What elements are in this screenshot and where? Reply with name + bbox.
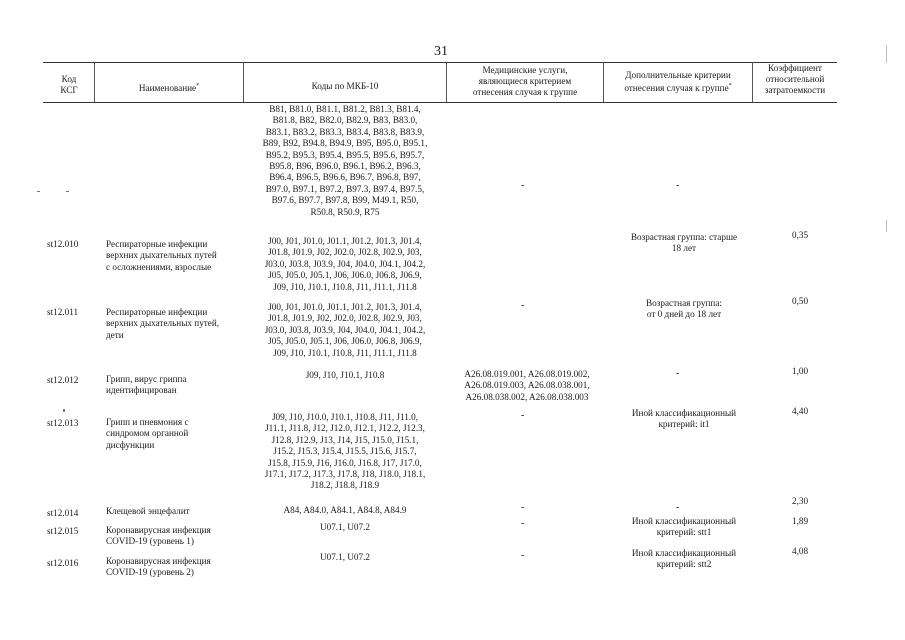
row-extra-dash: - bbox=[676, 502, 680, 513]
page-number: 31 bbox=[434, 44, 448, 59]
row-name: Респираторные инфекции верхних дыхательных путей, дети bbox=[106, 307, 220, 340]
row-icd-codes: J00, J01, J01.0, J01.1, J01.2, J01.3, J01.4, J01.8, J01.9, J02, J02.0, J02.8, J02.9, J03, J03.0, J03.8, J03.9, J04, J04.0, J04.1, J04.2, J05, J05.0, J05.1, J06, J06.0, J06.8, J06.9, J09, J10, J10.1, J10.8, J11, J11.1, J11.8 bbox=[264, 302, 426, 358]
row-icd-codes: J09, J10, J10.1, J10.8 bbox=[305, 370, 385, 380]
footnote-mark: * bbox=[196, 83, 200, 89]
row-name: Клещевой энцефалит bbox=[106, 506, 190, 516]
row-services: A26.08.019.001, A26.08.019.002, A26.08.019.003, A26.08.038.001, A26.08.038.002, A26.08.038.003 bbox=[464, 369, 590, 402]
row-code: st12.012 bbox=[47, 375, 79, 385]
row-icd-codes: J00, J01, J01.0, J01.1, J01.2, J01.3, J01.4, J01.8, J01.9, J02, J02.0, J02.8, J02.9, J03, J03.0, J03.8, J03.9, J04, J04.0, J04.1, J04.2, J05, J05.0, J05.1, J06, J06.0, J06.8, J06.9, J09, J10, J10.1, J10.8, J11, J11.1, J11.8 bbox=[264, 236, 426, 292]
row-services-dash: - bbox=[521, 550, 525, 561]
scan-speck bbox=[66, 191, 69, 192]
row-extra-criteria: Возрастная группа: от 0 дней до 18 лет bbox=[646, 298, 722, 320]
header-icd: Коды по МКБ-10 bbox=[311, 81, 379, 91]
scan-edge-mark bbox=[886, 45, 887, 63]
row-services-dash: - bbox=[521, 518, 525, 529]
continuation-extra-dash: - bbox=[676, 180, 680, 191]
scan-edge-mark bbox=[886, 220, 887, 232]
row-coefficient: 2,30 bbox=[792, 496, 809, 506]
header-code: Код КСГ bbox=[60, 74, 78, 96]
row-icd-codes: U07.1, U07.2 bbox=[319, 552, 371, 562]
row-code: st12.014 bbox=[47, 508, 79, 518]
row-code: st12.013 bbox=[47, 418, 79, 428]
header-name: Наименование* bbox=[138, 83, 200, 94]
row-services-dash: - bbox=[521, 300, 525, 311]
row-icd-codes: U07.1, U07.2 bbox=[319, 522, 371, 532]
row-code: st12.016 bbox=[47, 558, 79, 568]
row-name: Респираторные инфекции верхних дыхательных путей с осложнениями, взрослые bbox=[106, 239, 217, 272]
row-extra-dash: - bbox=[676, 368, 680, 379]
row-name: Коронавирусная инфекция COVID-19 (уровень 2) bbox=[106, 556, 211, 578]
scan-speck bbox=[63, 409, 65, 412]
row-extra-criteria: Возрастная группа: старше 18 лет bbox=[630, 232, 738, 254]
row-coefficient: 0,35 bbox=[792, 230, 809, 240]
row-name: Коронавирусная инфекция COVID-19 (уровень 1) bbox=[106, 525, 211, 547]
row-icd-codes: A84, A84.0, A84.1, A84.8, A84.9 bbox=[283, 505, 407, 515]
header-extra-criteria: Дополнительные критерии отнесения случая к группе* bbox=[624, 70, 732, 94]
row-code: st12.010 bbox=[47, 239, 79, 249]
row-name: Грипп, вирус гриппа идентифицирован bbox=[106, 374, 187, 396]
row-coefficient: 0,50 bbox=[792, 296, 809, 306]
row-coefficient: 1,89 bbox=[792, 516, 809, 526]
scan-speck bbox=[37, 191, 40, 192]
row-name: Грипп и пневмония с синдромом органной дисфункции bbox=[106, 417, 189, 450]
row-coefficient: 4,08 bbox=[792, 546, 809, 556]
header-bottom-rule bbox=[43, 102, 837, 103]
row-icd-codes: J09, J10, J10.0, J10.1, J10.8, J11, J11.0, J11.1, J11.8, J12, J12.0, J12.1, J12.2, J12.3, J12.8, J12.9, J13, J14, J15, J15.0, J15.1, J15.2, J15.3, J15.4, J15.5, J15.6, J15.7, J15.8, J15.9, J16, J16.0, J16.8, J17, J17.0, J17.1, J17.2, J17.3, J17.8, J18, J18.0, J18.1, J18.2, J18.8, J18.9 bbox=[264, 412, 426, 491]
row-extra-criteria: Иной классификационный критерий: stt2 bbox=[631, 548, 737, 570]
row-coefficient: 4,40 bbox=[792, 406, 809, 416]
row-services-dash: - bbox=[521, 502, 525, 513]
header-services: Медицинские услуги, являющиеся критерием отнесения случая к группе bbox=[472, 65, 578, 98]
row-code: st12.011 bbox=[47, 307, 79, 317]
row-code: st12.015 bbox=[47, 526, 79, 536]
row-extra-criteria: Иной классификационный критерий: stt1 bbox=[631, 516, 737, 538]
row-extra-criteria: Иной классификационный критерий: it1 bbox=[631, 408, 737, 430]
continuation-icd-codes: B81, B81.0, B81.1, B81.2, B81.3, B81.4, B81.8, B82, B82.0, B82.9, B83, B83.0, B83.1, B83.2, B83.3, B83.4, B83.8, B83.9, B89, B92, B94.8, B94.9, B95, B95.0, B95.1, B95.2, B95.3, B95.4, B95.5, B95.6, B95.7, B95.8, B96, B96.0, B96.1, B96.2, B96.3, B96.4, B96.5, B96.6, B96.7, B96.8, B97, B97.0, B97.1, B97.2, B97.3, B97.4, B97.5, B97.6, B97.7, B97.8, B99, M49.1, R50, R50.8, R50.9, R75 bbox=[262, 104, 428, 217]
row-coefficient: 1,00 bbox=[792, 366, 809, 376]
row-services-dash: - bbox=[521, 410, 525, 421]
continuation-services-dash: - bbox=[521, 180, 525, 191]
footnote-mark: * bbox=[728, 83, 732, 90]
header-coefficient: Коэффициент относительной затратоемкости bbox=[764, 63, 826, 96]
table-top-rule bbox=[43, 62, 837, 63]
